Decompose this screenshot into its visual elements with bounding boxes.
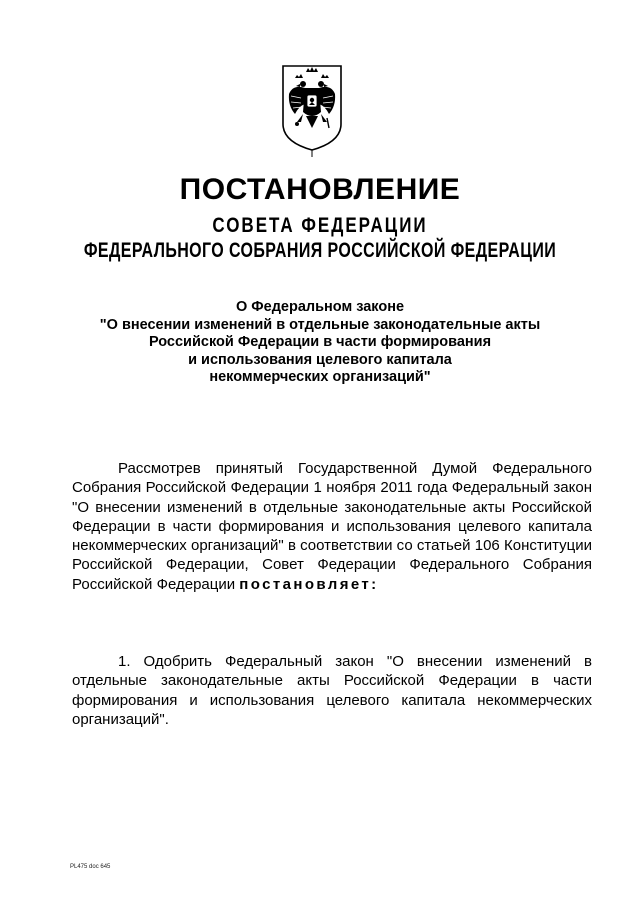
- issuing-assembly: ФЕДЕРАЛЬНОГО СОБРАНИЯ РОССИЙСКОЙ ФЕДЕРАЦИИ: [83, 240, 557, 263]
- decision-word: постановляет:: [239, 575, 379, 593]
- subject-line: некоммерческих организаций": [209, 369, 431, 386]
- issuing-body: СОВЕТА ФЕДЕРАЦИИ: [212, 213, 428, 237]
- document-subject: [40, 299, 600, 387]
- document-code: PL475 doc 645: [70, 864, 111, 870]
- coat-of-arms-icon: [275, 62, 349, 158]
- preamble-text: Рассмотрев принятый Государственной Думой Федерального Собрания Российской Федерации 1 ноября 2011 года Федеральный закон "О внесении изменений в отдельные законодательные акты Российской Федерации в части формирования и использования целевого капитала некоммерческих организаций" в соответствии со статьей 106 Конституции Российской Федерации, Совет Федерации Федерального Собрания Российской Федерации: [72, 460, 592, 593]
- subject-line: Российской Федерации в части формирования: [148, 334, 492, 351]
- resolution-item-1: [72, 652, 592, 729]
- document-title: ПОСТАНОВЛЕНИЕ: [179, 173, 461, 206]
- subject-line: "О внесении изменений в отдельные законодательные акты: [99, 316, 541, 333]
- preamble-paragraph: [72, 459, 592, 594]
- resolution-text: 1. Одобрить Федеральный закон "О внесении изменений в отдельные законодательные акты Российской Федерации в части формирования и использования целевого капитала некоммерческих организаций".: [72, 653, 592, 728]
- subject-line: О Федеральном законе: [235, 299, 405, 315]
- subject-line: и использования целевого капитала: [188, 351, 452, 368]
